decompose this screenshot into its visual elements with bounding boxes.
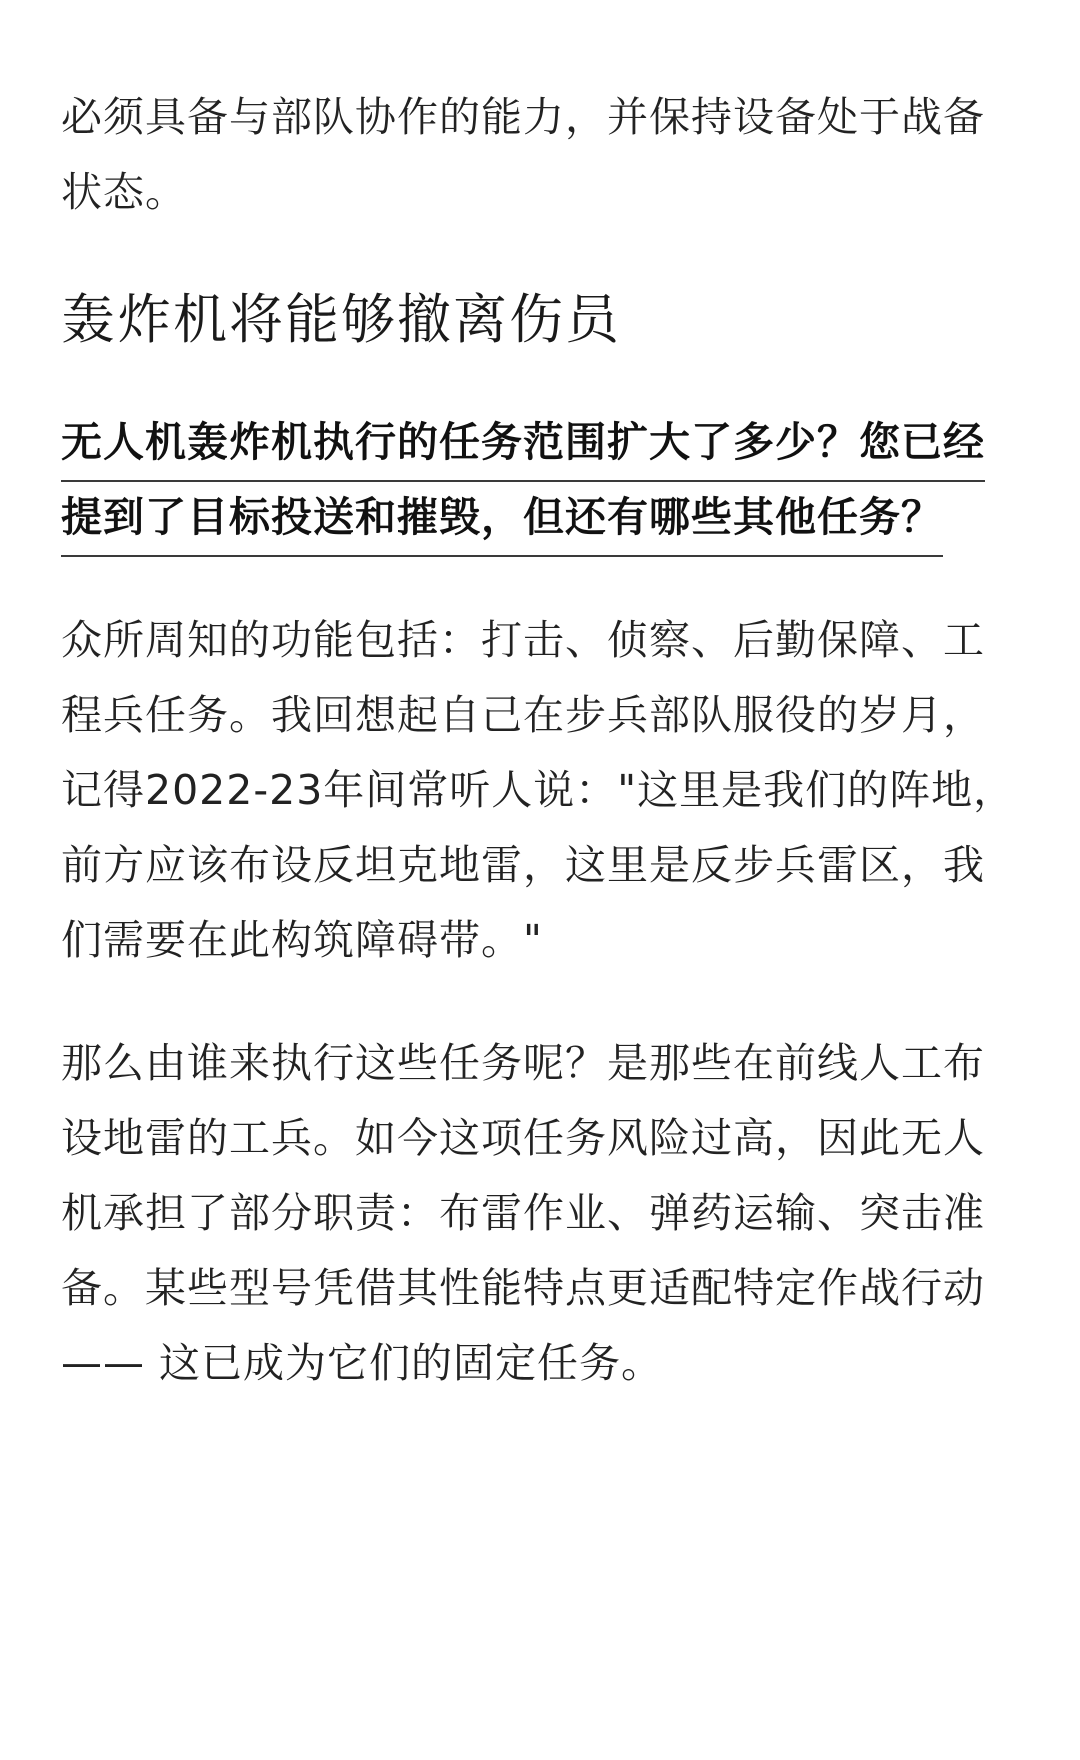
section-heading: 轰炸机将能够撤离伤员 <box>61 288 621 351</box>
article-body <box>61 0 1023 1401</box>
answer-paragraph-2: 那么由谁来执行这些任务呢？是那些在前线人工布设地雷的工兵。如今这项任务风险过高，因此无人机承担了部分职责：布雷作业、弹药运输、突击准备。某些型号凭借其性能特点更适配特定作战行动—— 这已成为它们的固定任务。 <box>61 1039 985 1387</box>
answer-paragraph-1: 众所周知的功能包括：打击、侦察、后勤保障、工程兵任务。我回想起自己在步兵部队服役的岁月，记得2022-23年间常听人说："这里是我们的阵地，前方应该布设反坦克地雷，这里是反步兵雷区，我们需要在此构筑障碍带。" <box>61 616 1016 964</box>
interview-question <box>61 405 1023 555</box>
intro-paragraph: 必须具备与部队协作的能力，并保持设备处于战备状态。 <box>61 93 985 216</box>
interview-question-text: 无人机轰炸机执行的任务范围扩大了多少？您已经提到了目标投送和摧毁，但还有哪些其他任务？ <box>61 418 985 557</box>
